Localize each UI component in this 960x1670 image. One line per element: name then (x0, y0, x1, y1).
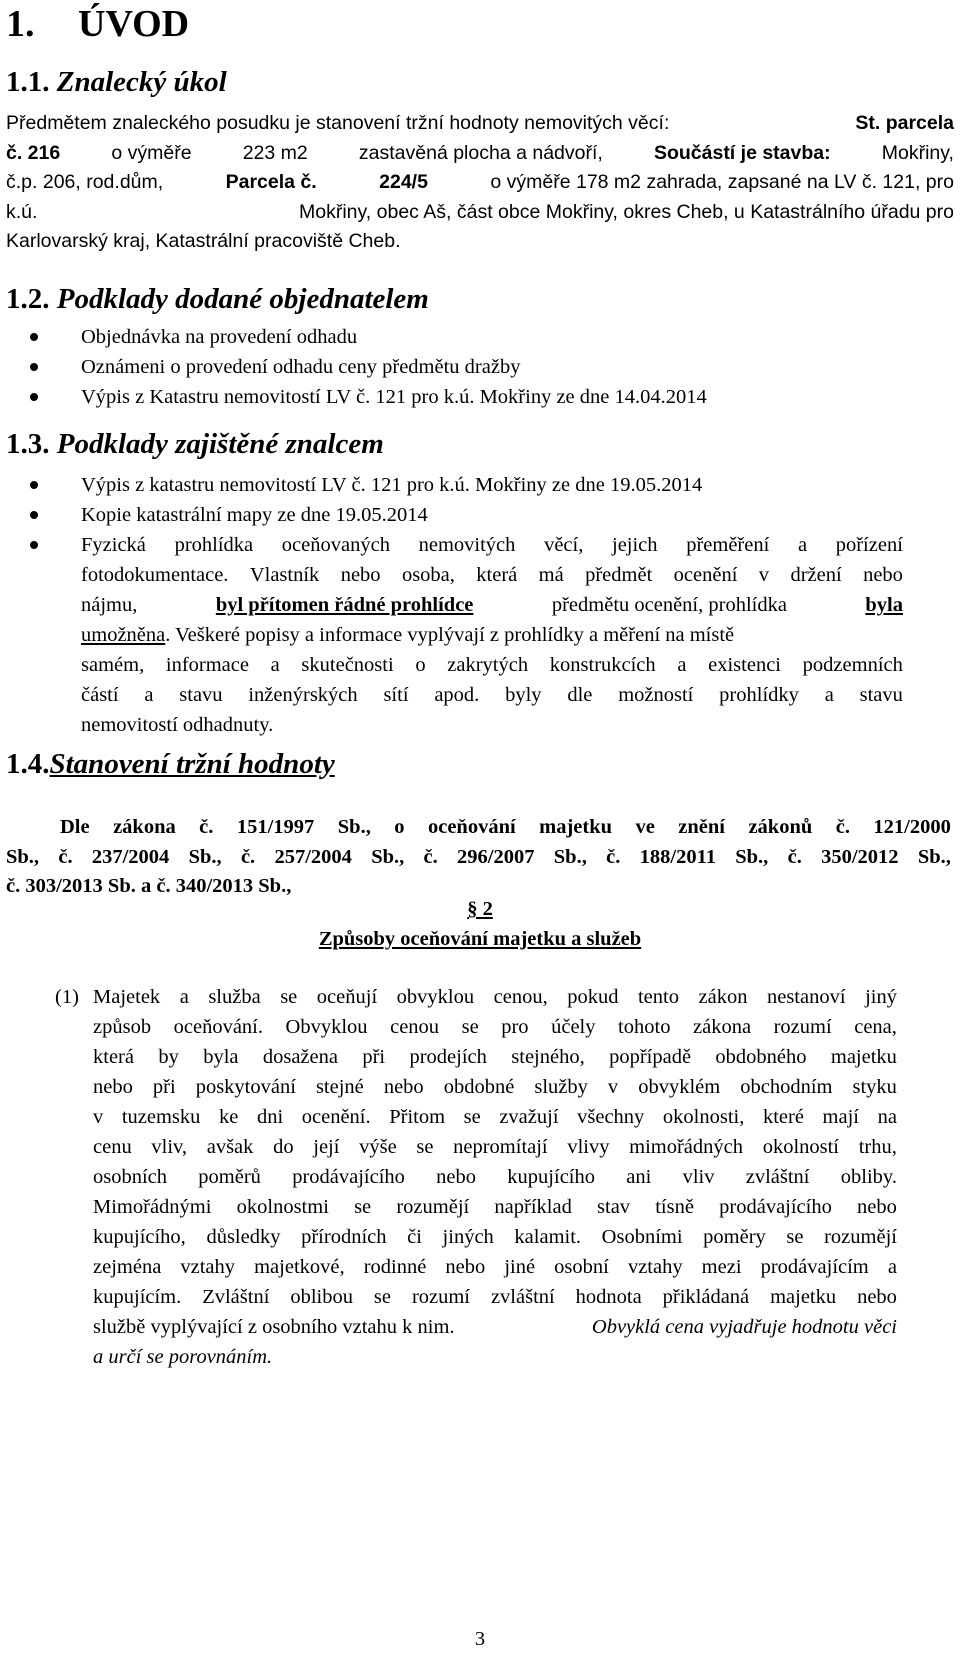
bullet-icon (30, 393, 38, 401)
paragraph-title: Způsoby oceňování majetku a služeb (318, 928, 642, 950)
bullet-icon (30, 541, 38, 549)
list-item: Kopie katastrální mapy ze dne 19.05.2014 (6, 500, 954, 530)
intro-line-2: č. 216 o výměře 223 m2 zastavěná plocha a nádvoří, Součástí je stavba: Mokřiny, (6, 141, 954, 164)
intro-line-5: Karlovarský kraj, Katastrální pracoviště Cheb. (6, 230, 401, 252)
heading-znalecky-ukol: 1.1. Znalecký úkol (6, 66, 227, 98)
heading-number: 1. (6, 3, 35, 45)
heading-podklady-objednatel: 1.2. Podklady dodané objednatelem (6, 283, 429, 315)
page-number: 3 (474, 1628, 486, 1650)
list-podklady-objednatel (6, 322, 954, 412)
list-item: Objednávka na provedení odhadu (6, 322, 954, 352)
heading-podklady-znalec: 1.3. Podklady zajištěné znalcem (6, 428, 384, 460)
intro-line-1: Předmětem znaleckého posudku je stanovení tržní hodnoty nemovitých věcí: St. parcela (6, 112, 954, 134)
intro-line-4: k.ú. Mokřiny, obec Aš, část obce Mokřiny, okres Cheb, u Katastrálního úřadu pro (6, 200, 954, 223)
intro-line-3: č.p. 206, rod.dům, Parcela č. 224/5 o výměře 178 m2 zahrada, zapsané na LV č. 121, pro (6, 171, 954, 193)
law-reference: Dle zákona č. 151/1997 Sb., o oceňování majetku ve znění zákonů č. 121/2000 Sb., č. 237/2004 Sb., č. 257/2004 Sb., č. 296/2007 Sb., č. 188/2011 Sb., č. 350/2012 Sb., č. 303/2013 Sb. a č. 340/2013 Sb., (6, 816, 951, 897)
bullet-icon (30, 333, 38, 341)
bullet-icon (30, 511, 38, 519)
list-podklady-znalec (6, 470, 954, 740)
heading-uvod (6, 2, 189, 46)
document-page: 1. ÚVOD 1.1. Znalecký úkol Předmětem znaleckého posudku je stanovení tržní hodnoty nemovitých věcí: St. parcela č. 216 o výměře 223 m2 zastavěná plocha a nádvoří, Součástí je stavba: Mokřiny, č.p. 206, rod.dům, Parcela č. 224/5 o výměře 178 m2 zahrada, zapsané na LV č. 121, pro k.ú. Mokřiny, obec Aš, část obce Mokřiny, okres Cheb, u Katastrálního úřadu pro Karlovarský kraj, Katastrální pracoviště Cheb. 1.2. Podklady dodané objednatelem Objednávka na provedení odhadu Oznámeni o provedení odhadu ceny předmětu dražby Výpis z Katastru nemovitostí LV č. 121 pro k.ú. Mokřiny ze dne 14.04.2014 1.3. Podklady zajištěné znalcem Výpis z katastru nemovitostí LV č. 121 pro k.ú. Mokřiny ze dne 19.05.2014 Kopie katastrální mapy ze dne 19.05.2014 Fyzická prohlídka oceňovaných nemovitých věcí, jejich přeměření a pořízení fotodokumentace. Vlastník nebo osoba, která má předmět ocenění v držení nebo nájmu, byl přítomen řádné prohlídce předmětu ocenění, prohlídka byla umožněna . Veškeré popisy a informace vyplývají z prohlídky a měření na místě samém, informace a skutečnosti o zakrytých konstrukcích a existenci podzemních částí a stavu inženýrských sítí apod. byly dle možností prohlídky a stavu nemovitostí odhadnuty. 1.4.Stanovení tržní hodnoty Dle zákona č. 151/1997 Sb., o oceňování majetku ve znění zákonů č. 121/2000 Sb., č. 237/2004 Sb., č. 257/2004 Sb., č. 296/2007 Sb., č. 188/2011 Sb., č. 350/2012 Sb., č. 303/2013 Sb. a č. 340/2013 Sb., § 2 Způsoby oceňování majetku a služeb (1) Majetek a služba se oceňují obvyklou cenou, pokud tento zákon nestanoví jiný způsob oceňování. Obvyklou cenou se pro účely tohoto zákona rozumí cena, která by byla dosažena při prodejích stejného, popřípadě obdobného majetku nebo při poskytování stejné nebo obdobné služby v obvyklém obchodním styku v tuzemsku ke dni ocenění. Přitom se zvažují všechny okolnosti, které mají na cenu vliv, avšak do její výše se nepromítají vlivy mimořádných okolností trhu, osobních poměrů prodávajícího nebo kupujícího ani vliv zvláštní obliby. Mimořádnými okolnostmi se rozumějí například stav tísně prodávajícího nebo kupujícího, důsledky přírodních či jiných kalamit. Osobními poměry se rozumějí zejména vztahy majetkové, rodinné nebo jiné osobní vztahy mezi prodávajícím a kupujícím. Zvláštní oblibou se rozumí zvláštní hodnota přikládaná majetku nebo službě vyplývající z osobního vztahu k nim. Obvyklá cena vyjadřuje hodnotu věci a určí se porovnáním. 3 (0, 0, 960, 1670)
list-item: Oznámeni o provedení odhadu ceny předmětu dražby (6, 352, 954, 382)
inspection-paragraph: Fyzická prohlídka oceňovaných nemovitých věcí, jejich přeměření a pořízení fotodokumentace. Vlastník nebo osoba, která má předmět ocenění v držení nebo nájmu, byl přítomen řádné prohlídce předmětu ocenění, prohlídka byla umožněna . Veškeré popisy a informace vyplývají z prohlídky a měření na místě samém, informace a skutečnosti o zakrytých konstrukcích a existenci podzemních částí a stavu inženýrských sítí apod. byly dle možností prohlídky a stavu nemovitostí odhadnuty. (81, 534, 903, 736)
heading-title: ÚVOD (78, 3, 190, 45)
quote-marker: (1) (55, 986, 79, 1008)
heading-stanoveni-trzni-hodnoty: 1.4.Stanovení tržní hodnoty (6, 748, 335, 780)
intro-paragraph (6, 109, 954, 257)
paragraph-symbol: § 2 (467, 898, 493, 920)
bullet-icon (30, 363, 38, 371)
bullet-icon (30, 481, 38, 489)
list-item: Výpis z Katastru nemovitostí LV č. 121 pro k.ú. Mokřiny ze dne 14.04.2014 (6, 382, 954, 412)
list-item (6, 530, 954, 740)
list-item: Výpis z katastru nemovitostí LV č. 121 pro k.ú. Mokřiny ze dne 19.05.2014 (6, 470, 954, 500)
